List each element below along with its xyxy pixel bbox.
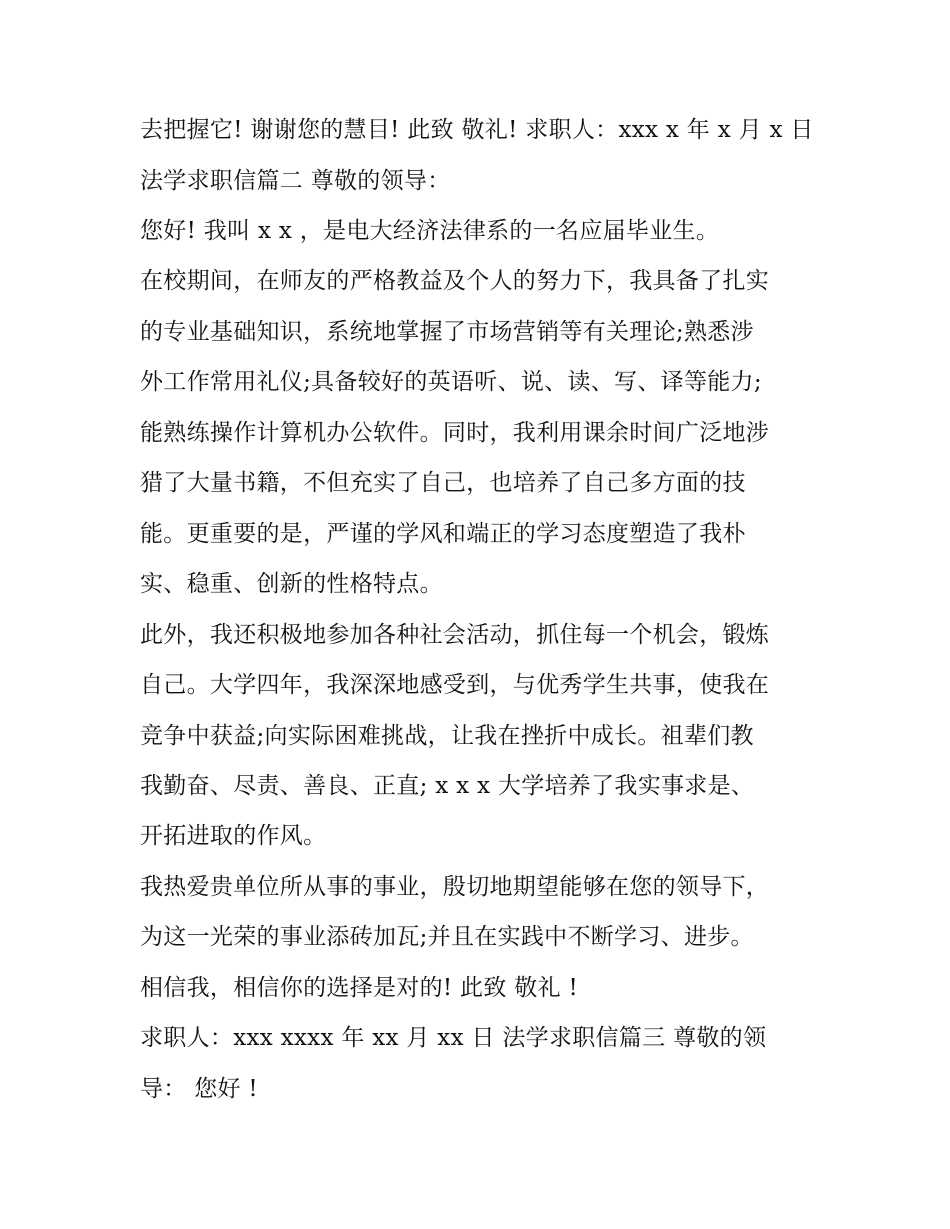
text-line: 去把握它! 谢谢您的慧目! 此致 敬礼! 求职人：xxx x 年 x 月 x 日 xyxy=(140,117,814,143)
text-line: 法学求职信篇二 尊敬的领导： xyxy=(140,168,451,194)
text-line: 实、稳重、创新的性格特点。 xyxy=(140,571,443,597)
text-line: 我热爱贵单位所从事的事业，殷切地期望能够在您的领导下， xyxy=(140,874,770,900)
text-line: 此外，我还积极地参加各种社会活动，抓住每一个机会，锻炼 xyxy=(140,622,770,648)
text-line: 能熟练操作计算机办公软件。同时，我利用课余时间广泛地涉 xyxy=(140,420,770,446)
text-line: 在校期间，在师友的严格教益及个人的努力下，我具备了扎实 xyxy=(140,268,770,294)
text-line: 自己。大学四年，我深深地感受到，与优秀学生共事，使我在 xyxy=(140,672,770,698)
text-line: 导： 您好 ! xyxy=(140,1076,258,1102)
text-line: 竞争中获益;向实际困难挑战，让我在挫折中成长。祖辈们教 xyxy=(140,723,754,749)
text-line: 相信我，相信你的选择是对的! 此致 敬礼 ! xyxy=(140,975,579,1001)
text-line: 我勤奋、尽责、善良、正直; x x x 大学培养了我实事求是、 xyxy=(140,773,755,799)
text-line: 您好! 我叫 x x ，是电大经济法律系的一名应届毕业生。 xyxy=(140,218,720,244)
text-line: 外工作常用礼仪;具备较好的英语听、说、读、写、译等能力; xyxy=(140,369,762,395)
text-line: 求职人：xxx xxxx 年 xx 月 xx 日 法学求职信篇三 尊敬的领 xyxy=(140,1025,767,1051)
text-line: 开拓进取的作风。 xyxy=(140,823,327,849)
text-line: 能。更重要的是，严谨的学风和端正的学习态度塑造了我朴 xyxy=(140,521,746,547)
text-line: 的专业基础知识，系统地掌握了市场营销等有关理论;熟悉涉 xyxy=(140,319,754,345)
text-line: 猎了大量书籍，不但充实了自己，也培养了自己多方面的技 xyxy=(140,470,746,496)
text-line: 为这一光荣的事业添砖加瓦;并且在实践中不断学习、进步。 xyxy=(140,924,754,950)
